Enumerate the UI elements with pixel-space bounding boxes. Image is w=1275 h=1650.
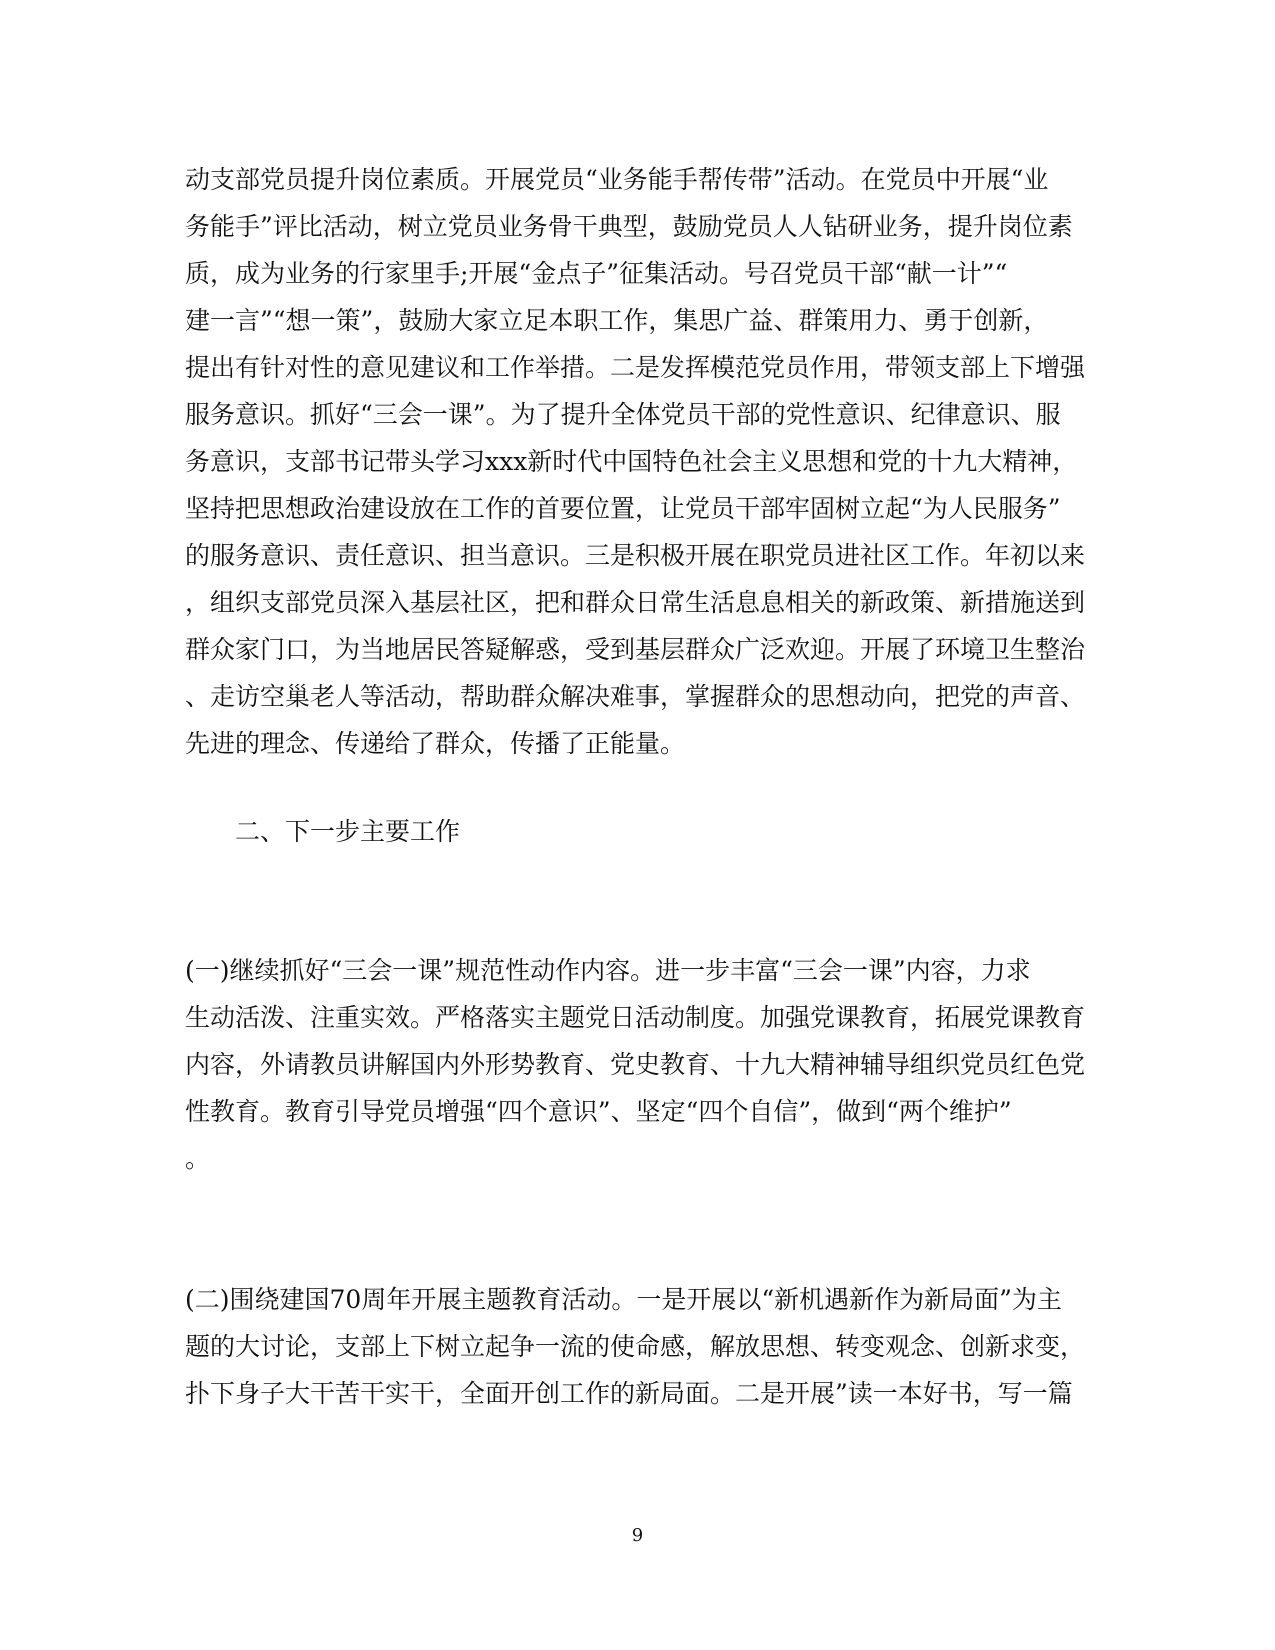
text-line: 质，成为业务的行家里手;开展“金点子”征集活动。号召党员干部“献一计”“ <box>185 259 1008 288</box>
text-line: 务能手”评比活动，树立党员业务骨干典型，鼓励党员人人钻研业务，提升岗位素 <box>185 212 1073 241</box>
text-line: 题的大讨论，支部上下树立起争一流的使命感，解放思想、转变观念、创新求变， <box>185 1332 1086 1361</box>
text-line: 先进的理念、传递给了群众，传播了正能量。 <box>185 729 686 758</box>
text-line: 服务意识。抓好“三会一课”。为了提升全体党员干部的党性意识、纪律意识、服 <box>185 400 1061 429</box>
text-line: 坚持把思想政治建设放在工作的首要位置，让党员干部牢固树立起“为人民服务” <box>185 494 1061 523</box>
text-line: 务意识，支部书记带头学习xxx新时代中国特色社会主义思想和党的十九大精神， <box>185 447 1078 476</box>
text-line: 建一言”“想一策”，鼓励大家立足本职工作，集思广益、群策用力、勇于创新， <box>185 306 1049 335</box>
text-line: 的服务意识、责任意识、担当意识。三是积极开展在职党员进社区工作。年初以来 <box>185 541 1086 570</box>
text-line: 内容，外请教员讲解国内外形势教育、党史教育、十九大精神辅导组织党员红色党 <box>185 1050 1086 1079</box>
text-line: 性教育。教育引导党员增强“四个意识”、坚定“四个自信”，做到“两个维护” <box>185 1097 1012 1126</box>
text-line: 、走访空巢老人等活动，帮助群众解决难事，掌握群众的思想动向，把党的声音、 <box>185 682 1086 711</box>
text-line: (二)围绕建国70周年开展主题教育活动。一是开展以“新机遇新作为新局面”为主 <box>185 1285 1062 1314</box>
page-number: 9 <box>631 1525 644 1546</box>
text-line: 动支部党员提升岗位素质。开展党员“业务能手帮传带”活动。在党员中开展“业 <box>185 165 1049 194</box>
text-line: 扑下身子大干苦干实干，全面开创工作的新局面。二是开展”读一本好书，写一篇 <box>185 1379 1073 1408</box>
text-line: ，组织支部党员深入基层社区，把和群众日常生活息息相关的新政策、新措施送到 <box>185 588 1086 617</box>
text-line: 群众家门口，为当地居民答疑解惑，受到基层群众广泛欢迎。开展了环境卫生整治 <box>185 635 1086 664</box>
text-line: 生动活泼、注重实效。严格落实主题党日活动制度。加强党课教育，拓展党课教育 <box>185 1003 1086 1032</box>
section-heading: 二、下一步主要工作 <box>235 817 461 846</box>
text-line: (一)继续抓好“三会一课”规范性动作内容。进一步丰富“三会一课”内容，力求 <box>185 956 1031 985</box>
text-line: 。 <box>185 1144 211 1173</box>
text-line: 提出有针对性的意见建议和工作举措。二是发挥模范党员作用，带领支部上下增强 <box>185 353 1086 382</box>
